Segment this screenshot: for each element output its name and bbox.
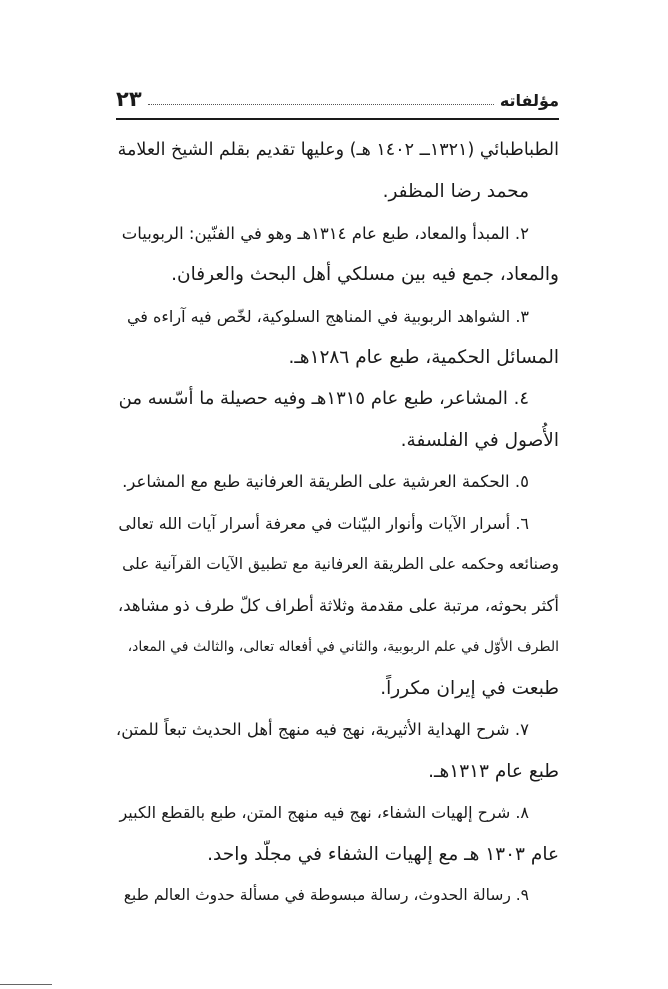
list-item-8: ٨. شرح إلهيات الشفاء، نهج فيه منهج المتن، طبع بالقطع الكبير <box>119 803 529 823</box>
text-line: الطباطبائي (١٣٢١ــ ١٤٠٢ هـ) وعليها تقديم بقلم الشيخ العلامة <box>117 140 559 160</box>
text-line: طبع عام ١٣١٣هـ. <box>428 760 559 782</box>
text-line: طبعت في إيران مكرراً. <box>380 678 559 700</box>
text-line: أكثر بحوثه، مرتبة على مقدمة وثلاثة أطراف كلّ طرف ذو مشاهد، <box>117 596 559 616</box>
text-line: وصنائعه وحكمه على الطريقة العرفانية مع تطبيق الآيات القرآنية على <box>122 554 559 573</box>
page-number: ٢٣ <box>116 87 142 111</box>
list-item-7: ٧. شرح الهداية الأثيرية، نهج فيه منهج أهل الحديث تبعاً للمتن، <box>115 720 529 740</box>
text-line: الطرف الأوّل في علم الربوبية، والثاني في أفعاله تعالى، والثالث في المعاد، <box>127 638 559 655</box>
header-rule <box>116 118 559 120</box>
text-line: المسائل الحكمية، طبع عام ١٢٨٦هـ. <box>288 346 559 368</box>
text-line: والمعاد، جمع فيه بين مسلكي أهل البحث والعرفان. <box>171 264 559 286</box>
list-item-4: ٤. المشاعر، طبع عام ١٣١٥هـ وفيه حصيلة ما أسّسه من <box>118 388 529 410</box>
page-edge-mark <box>0 984 52 985</box>
list-item-3: ٣. الشواهد الربوبية في المناهج السلوكية، لخّص فيه آراءه في <box>126 306 529 326</box>
text-line: محمد رضا المظفر. <box>382 181 529 203</box>
header-title: مؤلفاته <box>499 91 559 110</box>
running-header <box>116 84 559 110</box>
text-line: عام ١٣٠٣ هـ مع إلهيات الشفاء في مجلّد واحد. <box>207 843 559 865</box>
body-text <box>116 130 559 916</box>
header-dot-leader <box>148 103 494 105</box>
text-line: الأُصول في الفلسفة. <box>400 429 559 451</box>
list-item-6: ٦. أسرار الآيات وأنوار البيّنات في معرفة أسرار آيات الله تعالى <box>118 513 529 533</box>
list-item-5: ٥. الحكمة العرشية على الطريقة العرفانية طبع مع المشاعر. <box>122 472 529 492</box>
list-item-9: ٩. رسالة الحدوث، رسالة مبسوطة في مسألة حدوث العالم طبع <box>123 886 529 905</box>
list-item-2: ٢. المبدأ والمعاد، طبع عام ١٣١٤هـ وهو في الفنّين: الربوبيات <box>121 223 529 243</box>
